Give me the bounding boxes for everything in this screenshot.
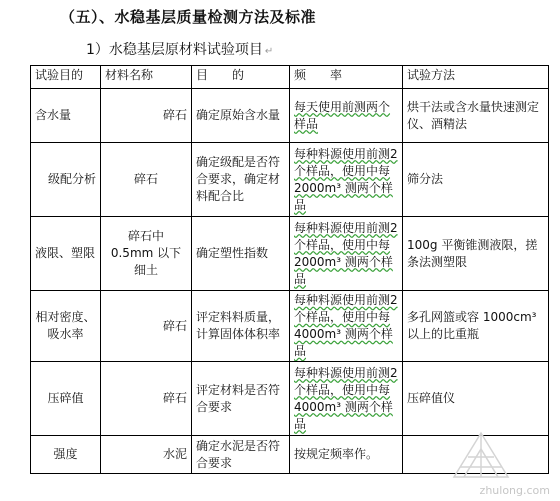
cell-purpose: 压碎值: [31, 362, 101, 436]
cell-frequency: 每种料源使用前测2个样品，使用中每 4000m³ 测两个样品: [290, 291, 403, 362]
cell-frequency: 每天使用前测两个样品: [290, 89, 403, 143]
cell-frequency: 每种料源使用前测2个样品，使用中每 2000m³ 测两个样品: [290, 143, 403, 217]
cell-material: 碎石: [101, 291, 192, 362]
section-heading: （五）、水稳基层质量检测方法及标准: [60, 8, 317, 26]
cell-aim: 确定塑性指数: [192, 217, 290, 291]
cell-aim: 确定水泥是否符合要求: [192, 436, 290, 474]
cell-purpose: 液限、塑限: [31, 217, 101, 291]
cell-purpose: 含水量: [31, 89, 101, 143]
cell-method: 烘干法或含水量快速测定仪、酒精法: [403, 89, 549, 143]
cell-method: 多孔网篮或容 1000cm³ 以上的比重瓶: [403, 291, 549, 362]
header-aim: 目 的: [192, 66, 290, 89]
subsection-heading-text: 1）水稳基层原材料试验项目: [86, 42, 263, 58]
table-row: [31, 89, 549, 143]
cell-purpose: 级配分析: [31, 143, 101, 217]
cell-frequency: 按规定频率作。: [290, 436, 403, 474]
watermark-text: zhulong.com: [479, 484, 550, 497]
paragraph-mark-icon: ↵: [264, 46, 274, 57]
table-header-row: [31, 66, 549, 89]
cell-method: 100g 平衡锥测液限，搓条法测塑限: [403, 217, 549, 291]
materials-test-table: [30, 65, 549, 474]
header-frequency: 频 率: [290, 66, 403, 89]
cell-material: 碎石: [101, 362, 192, 436]
cell-frequency: 每种料源使用前测2个样品，使用中每 2000m³ 测两个样品: [290, 217, 403, 291]
cell-material: 碎石: [101, 143, 192, 217]
header-material: 材料名称: [101, 66, 192, 89]
subsection-heading: [86, 39, 273, 59]
cell-aim: 确定级配是否符合要求，确定材料配合比: [192, 143, 290, 217]
table-row: [31, 291, 549, 362]
building-logo-icon: [446, 425, 516, 485]
header-method: 试验方法: [403, 66, 549, 89]
cell-purpose: 强度: [31, 436, 101, 474]
cell-method: 筛分法: [403, 143, 549, 217]
cell-method: 压碎值仪: [403, 362, 549, 436]
table-row: [31, 143, 549, 217]
header-purpose: 试验目的: [31, 66, 101, 89]
cell-material: 碎石中 0.5mm 以下细土: [101, 217, 192, 291]
cell-material: 碎石: [101, 89, 192, 143]
cell-frequency: 每种料源使用前测2个样品，使用中每 4000m³ 测两个样品: [290, 362, 403, 436]
cell-material: 水泥: [101, 436, 192, 474]
cell-aim: 评定料料质量，计算固体体积率: [192, 291, 290, 362]
table-row: [31, 217, 549, 291]
cell-aim: 确定原始含水量: [192, 89, 290, 143]
cell-purpose: 相对密度、吸水率: [31, 291, 101, 362]
cell-aim: 评定材料是否符合要求: [192, 362, 290, 436]
